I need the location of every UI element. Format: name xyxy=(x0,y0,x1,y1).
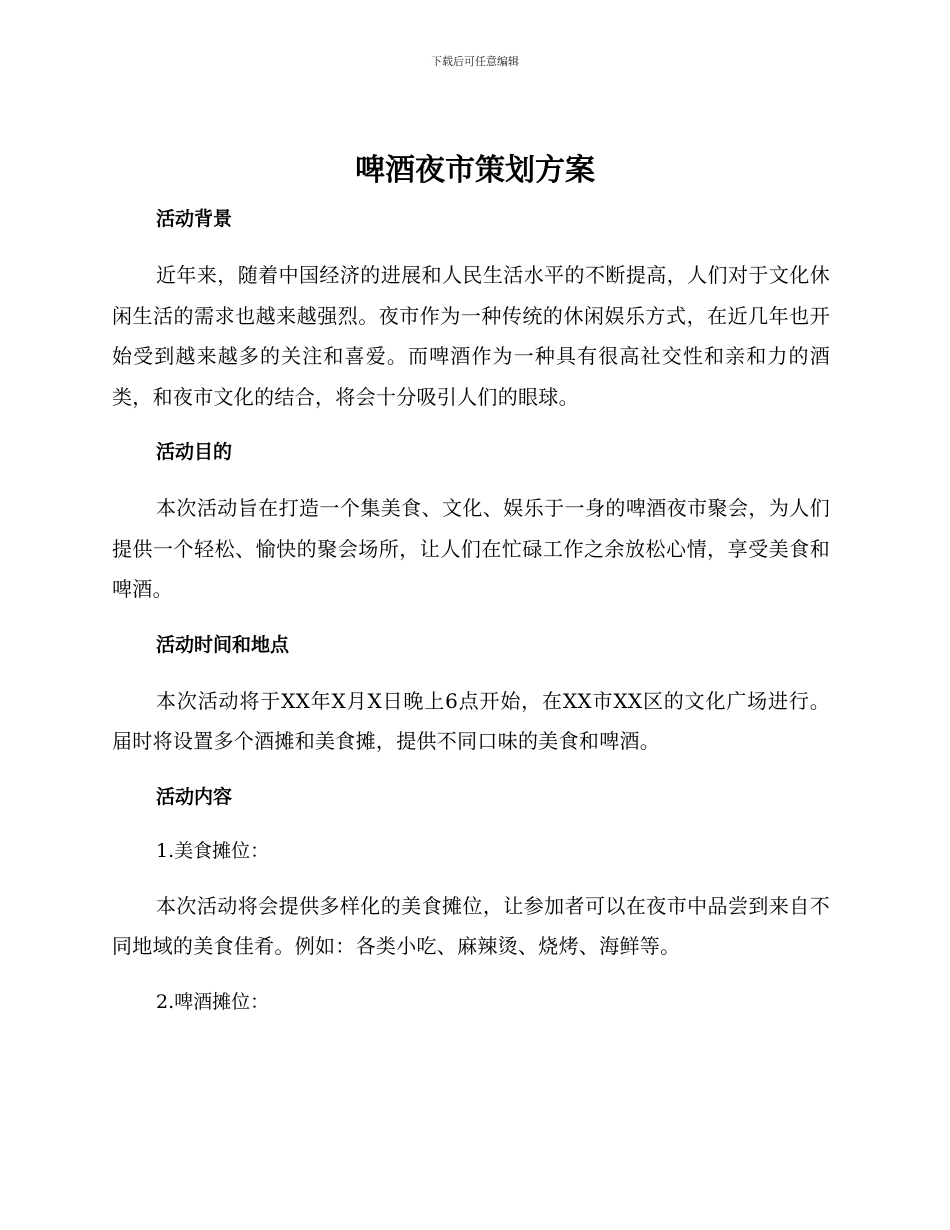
paragraph-food-stalls: 本次活动将会提供多样化的美食摊位，让参加者可以在夜市中品尝到来自不同地域的美食佳肴。例如：各类小吃、麻辣烫、烧烤、海鲜等。 xyxy=(112,893,830,958)
section-heading-purpose: 活动目的 xyxy=(156,441,233,463)
section-heading-background: 活动背景 xyxy=(156,208,233,230)
document-body xyxy=(112,200,830,1021)
paragraph-background: 近年来，随着中国经济的进展和人民生活水平的不断提高，人们对于文化休闲生活的需求也越来越强烈。夜市作为一种传统的休闲娱乐方式，在近几年也开始受到越来越多的关注和喜爱。而啤酒作为一种具有很高社交性和亲和力的酒类，和夜市文化的结合，将会十分吸引人们的眼球。 xyxy=(112,263,830,409)
section-heading-time-location: 活动时间和地点 xyxy=(156,633,290,656)
section-heading-content: 活动内容 xyxy=(156,785,233,808)
list-item-beer-stalls: 2.啤酒摊位： xyxy=(156,990,270,1013)
paragraph-time-location: 本次活动将于XX年X月X日晚上6点开始，在XX市XX区的文化广场进行。届时将设置多个酒摊和美食摊，提供不同口味的美食和啤酒。 xyxy=(112,688,830,753)
paragraph-purpose: 本次活动旨在打造一个集美食、文化、娱乐于一身的啤酒夜市聚会，为人们提供一个轻松、愉快的聚会场所，让人们在忙碌工作之余放松心情，享受美食和啤酒。 xyxy=(112,496,830,601)
header-note: 下载后可任意编辑 xyxy=(431,55,519,68)
list-item-food-stalls: 1.美食摊位： xyxy=(156,839,270,862)
document-title: 啤酒夜市策划方案 xyxy=(355,153,595,188)
